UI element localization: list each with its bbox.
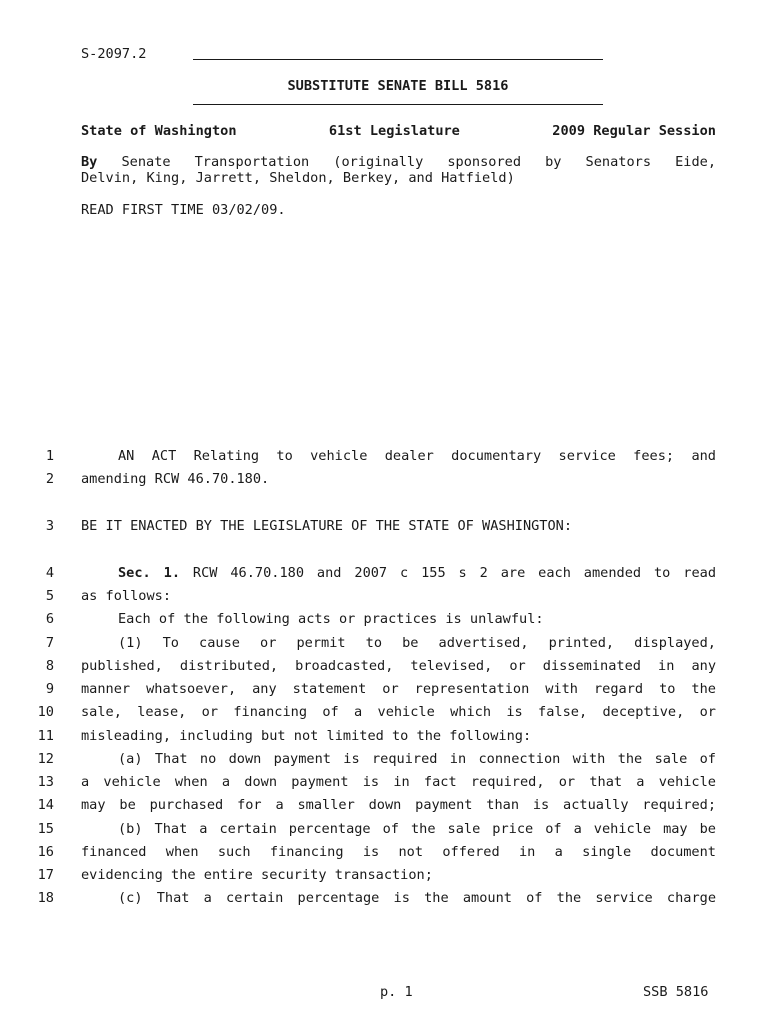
footer-doc-ref: SSB 5816 — [643, 984, 709, 1000]
line-number: 6 — [45, 611, 54, 627]
body-line: (a) That no down payment is required in connection with the sale of — [118, 751, 716, 767]
body-line: evidencing the entire security transaction; — [81, 867, 433, 883]
body-line: manner whatsoever, any statement or representation with regard to the — [81, 681, 716, 697]
line-number: 3 — [45, 518, 54, 534]
body-line: a vehicle when a down payment is in fact required, or that a vehicle — [81, 774, 716, 790]
body-line: financed when such financing is not offered in a single document — [81, 844, 716, 860]
sponsor-line-1 — [81, 154, 716, 170]
state-name: State of Washington — [81, 123, 237, 139]
body-line: sale, lease, or financing of a vehicle which is false, deceptive, or — [81, 704, 716, 720]
body-line: (c) That a certain percentage is the amount of the service charge — [118, 890, 716, 906]
line-number: 7 — [45, 635, 54, 651]
section-label: Sec. 1. — [118, 565, 181, 581]
body-line: amending RCW 46.70.180. — [81, 471, 270, 487]
line-number: 18 — [37, 890, 54, 906]
line-number: 11 — [37, 728, 54, 744]
read-first-time: READ FIRST TIME 03/02/09. — [81, 202, 286, 218]
body-line: (b) That a certain percentage of the sale price of a vehicle may be — [118, 821, 716, 837]
legislature: 61st Legislature — [328, 123, 460, 139]
line-number: 16 — [37, 844, 54, 860]
body-line: published, distributed, broadcasted, televised, or disseminated in any — [81, 658, 716, 674]
sponsor-by-label: By — [81, 154, 98, 170]
line-number: 1 — [45, 448, 54, 464]
enacting-clause: BE IT ENACTED BY THE LEGISLATURE OF THE STATE OF WASHINGTON: — [81, 518, 573, 534]
line-number: 2 — [45, 471, 54, 487]
body-line: as follows: — [81, 588, 172, 604]
line-number: 8 — [45, 658, 54, 674]
sponsor-line-2: Delvin, King, Jarrett, Sheldon, Berkey, and Hatfield) — [81, 170, 515, 186]
body-line: misleading, including but not limited to the following: — [81, 728, 532, 744]
body-line: may be purchased for a smaller down payment than is actually required; — [81, 797, 716, 813]
body-line: AN ACT Relating to vehicle dealer documentary service fees; and — [118, 448, 716, 464]
line-number: 13 — [37, 774, 54, 790]
bill-title: SUBSTITUTE SENATE BILL 5816 — [287, 78, 509, 94]
line-number: 17 — [37, 867, 54, 883]
doc-id: S-2097.2 — [81, 46, 147, 62]
body-line: Each of the following acts or practices is unlawful: — [118, 611, 544, 627]
page-number: p. 1 — [380, 984, 413, 1000]
body-line: (1) To cause or permit to be advertised, printed, displayed, — [118, 635, 716, 651]
session: 2009 Regular Session — [552, 123, 716, 139]
title-rule — [193, 104, 603, 105]
section-text: RCW 46.70.180 and 2007 c 155 s 2 are each amended to read — [192, 565, 716, 581]
line-number: 14 — [37, 797, 54, 813]
line-number: 4 — [45, 565, 54, 581]
section-heading-line — [81, 565, 716, 581]
line-number: 12 — [37, 751, 54, 767]
sponsor-text-1: Senate Transportation (originally sponsored by Senators Eide, — [121, 154, 716, 170]
line-number: 15 — [37, 821, 54, 837]
top-rule — [193, 59, 603, 60]
line-number: 9 — [45, 681, 54, 697]
line-number: 5 — [45, 588, 54, 604]
line-number: 10 — [37, 704, 54, 720]
session-row — [81, 123, 716, 139]
